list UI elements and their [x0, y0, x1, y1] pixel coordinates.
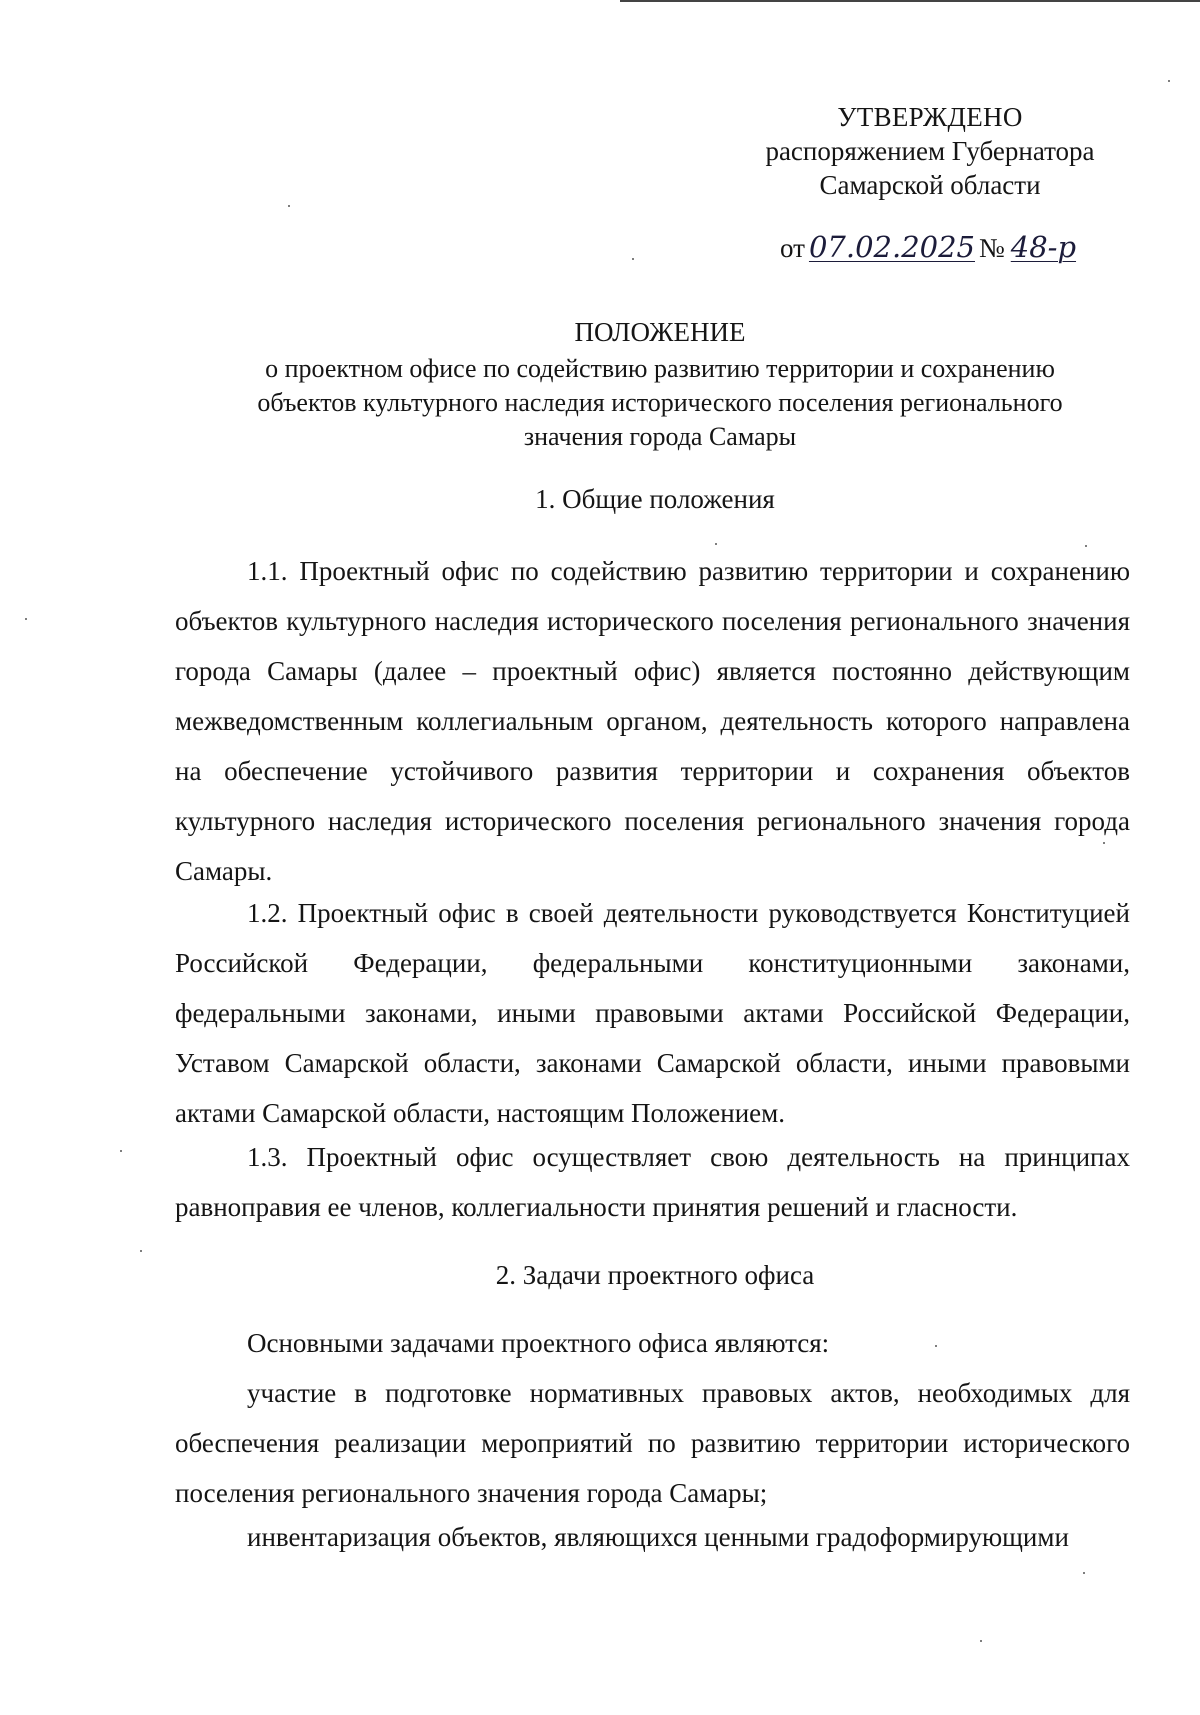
task-item: инвентаризация объектов, являющихся ценными градоформирующими — [247, 1522, 1069, 1552]
tasks-intro: Основными задачами проектного офиса являются: — [247, 1328, 830, 1358]
paragraph-1-2: 1.2. Проектный офис в своей деятельности руководствуется Конституцией Российской Федерации, федеральными конституционными законами, федеральными законами, иными правовыми актами Российской Федерации, Уставом Самарской области, законами Самарской области, иными правовыми актами Самарской области, настоящим Положением. — [175, 898, 1130, 1128]
approval-issuer-line: распоряжением Губернатора — [765, 136, 1095, 166]
number-prefix: № — [979, 233, 1005, 263]
scan-speck — [632, 258, 634, 260]
scan-edge-line — [620, 0, 1200, 2]
section-heading-general: 1. Общие положения — [535, 484, 775, 514]
document-title: ПОЛОЖЕНИЕ — [574, 317, 746, 347]
approval-date-line — [780, 230, 1076, 265]
scan-speck — [980, 1640, 982, 1642]
document-subtitle — [180, 352, 1140, 454]
task-item: участие в подготовке нормативных правовых актов, необходимых для обеспечения реализации мероприятий по развитию территории исторического поселения регионального значения города Самары; — [175, 1378, 1130, 1508]
subtitle-line: значения города Самары — [523, 422, 797, 451]
scan-speck — [120, 1150, 122, 1152]
paragraph-1-3: 1.3. Проектный офис осуществляет свою деятельность на принципах равноправия ее членов, коллегиальности принятия решений и гласности. — [175, 1142, 1130, 1222]
handwritten-number: 48-р — [1010, 230, 1077, 264]
date-prefix: от — [780, 233, 805, 263]
scan-speck — [1168, 80, 1170, 82]
handwritten-date: 07.02.2025 — [808, 230, 975, 264]
paragraph-1-1: 1.1. Проектный офис по содействию развитию территории и сохранению объектов культурного наследия исторического поселения регионального значения города Самары (далее – проектный офис) является постоянно действующим межведомственным коллегиальным органом, деятельность которого направлена на обеспечение устойчивого развития территории и сохранения объектов культурного наследия исторического поселения регионального значения города Самары. — [175, 556, 1130, 886]
scan-speck — [25, 618, 27, 620]
scan-speck — [288, 205, 290, 207]
scan-speck — [1083, 1572, 1085, 1574]
subtitle-line: объектов культурного наследия исторического поселения регионального — [257, 388, 1063, 417]
approval-title: УТВЕРЖДЕНО — [837, 102, 1023, 132]
section-heading-tasks: 2. Задачи проектного офиса — [495, 1260, 815, 1290]
scan-speck — [1103, 842, 1105, 844]
approval-stamp-block — [720, 100, 1140, 202]
scan-speck — [140, 1250, 142, 1252]
scan-speck — [935, 1345, 937, 1347]
approval-region-line: Самарской области — [819, 170, 1041, 200]
scan-speck — [1085, 545, 1087, 547]
subtitle-line: о проектном офисе по содействию развитию территории и сохранению — [265, 354, 1055, 383]
scan-speck — [715, 543, 717, 545]
